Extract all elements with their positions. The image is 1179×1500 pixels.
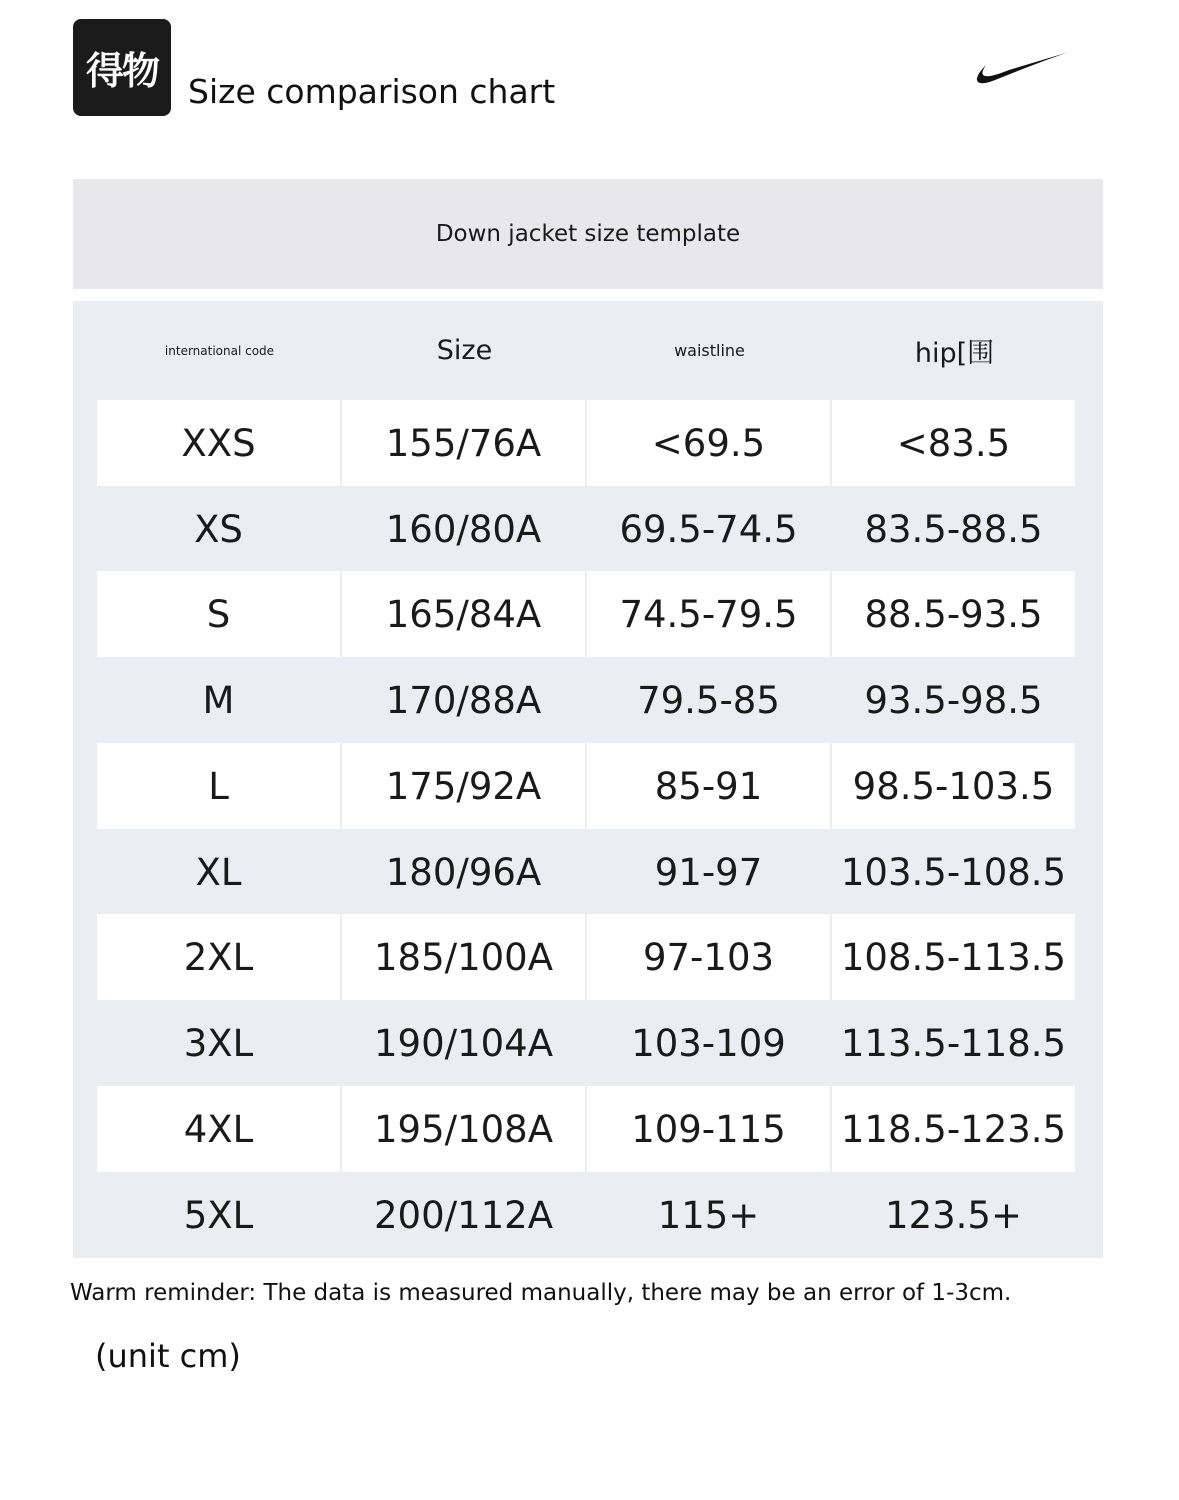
cell-international-code: M — [202, 678, 235, 722]
cell-size: 175/92A — [342, 743, 585, 829]
cell-waistline: 79.5-85 — [637, 678, 780, 722]
table-row — [97, 571, 1077, 657]
measurement-reminder: Warm reminder: The data is measured manually, there may be an error of 1-3cm. — [70, 1280, 1012, 1306]
cell-size: 200/112A — [373, 1193, 554, 1237]
cell-size: 160/80A — [385, 507, 542, 551]
cell-hip: 88.5-93.5 — [832, 571, 1075, 657]
cell-hip: 98.5-103.5 — [832, 743, 1075, 829]
cell-waistline: 97-103 — [587, 914, 830, 1000]
cell-waistline: 109-115 — [587, 1086, 830, 1172]
cell-size: 185/100A — [342, 914, 585, 1000]
header-waistline: waistline — [674, 341, 745, 360]
cell-international-code: XS — [194, 507, 243, 551]
table-row — [97, 829, 1077, 915]
table-row — [97, 1000, 1077, 1086]
cell-international-code: XXS — [97, 400, 340, 486]
table-banner-title: Down jacket size template — [435, 221, 741, 247]
cell-waistline: 74.5-79.5 — [587, 571, 830, 657]
table-row — [97, 914, 1077, 1000]
table-row — [97, 486, 1077, 572]
table-row — [97, 743, 1077, 829]
swoosh-logo-icon — [975, 48, 1071, 88]
cell-hip: 103.5-108.5 — [840, 850, 1067, 894]
cell-waistline: 115+ — [657, 1193, 760, 1237]
header-hip: hip[围 — [914, 338, 995, 369]
cell-size: 180/96A — [385, 850, 542, 894]
table-banner — [73, 179, 1103, 289]
page-title: Size comparison chart — [188, 72, 556, 111]
cell-waistline: 85-91 — [587, 743, 830, 829]
header-size: Size — [436, 335, 493, 366]
cell-size: 190/104A — [373, 1021, 554, 1065]
unit-note: (unit cm) — [95, 1337, 241, 1375]
cell-hip: <83.5 — [832, 400, 1075, 486]
cell-waistline: 69.5-74.5 — [619, 507, 798, 551]
header-international-code: international code — [164, 343, 275, 358]
cell-international-code: 2XL — [97, 914, 340, 1000]
cell-hip: 108.5-113.5 — [832, 914, 1075, 1000]
cell-international-code: 3XL — [183, 1021, 254, 1065]
cell-hip: 118.5-123.5 — [832, 1086, 1075, 1172]
size-table — [73, 301, 1103, 1258]
cell-size: 195/108A — [342, 1086, 585, 1172]
app-logo — [73, 19, 171, 116]
table-row — [97, 1086, 1077, 1172]
cell-international-code: 5XL — [183, 1193, 254, 1237]
cell-size: 170/88A — [385, 678, 542, 722]
cell-waistline: <69.5 — [587, 400, 830, 486]
cell-hip: 123.5+ — [885, 1193, 1022, 1237]
table-header-row — [97, 301, 1077, 400]
cell-international-code: L — [97, 743, 340, 829]
app-logo-text: 得物 — [85, 49, 158, 93]
table-row — [97, 400, 1077, 486]
table-row — [97, 657, 1077, 743]
cell-international-code: XL — [195, 850, 242, 894]
cell-international-code: 4XL — [97, 1086, 340, 1172]
cell-hip: 83.5-88.5 — [864, 507, 1043, 551]
cell-waistline: 103-109 — [631, 1021, 786, 1065]
cell-international-code: S — [97, 571, 340, 657]
table-row — [97, 1172, 1077, 1258]
cell-waistline: 91-97 — [654, 850, 763, 894]
cell-hip: 113.5-118.5 — [840, 1021, 1067, 1065]
cell-hip: 93.5-98.5 — [864, 678, 1043, 722]
cell-size: 155/76A — [342, 400, 585, 486]
cell-size: 165/84A — [342, 571, 585, 657]
